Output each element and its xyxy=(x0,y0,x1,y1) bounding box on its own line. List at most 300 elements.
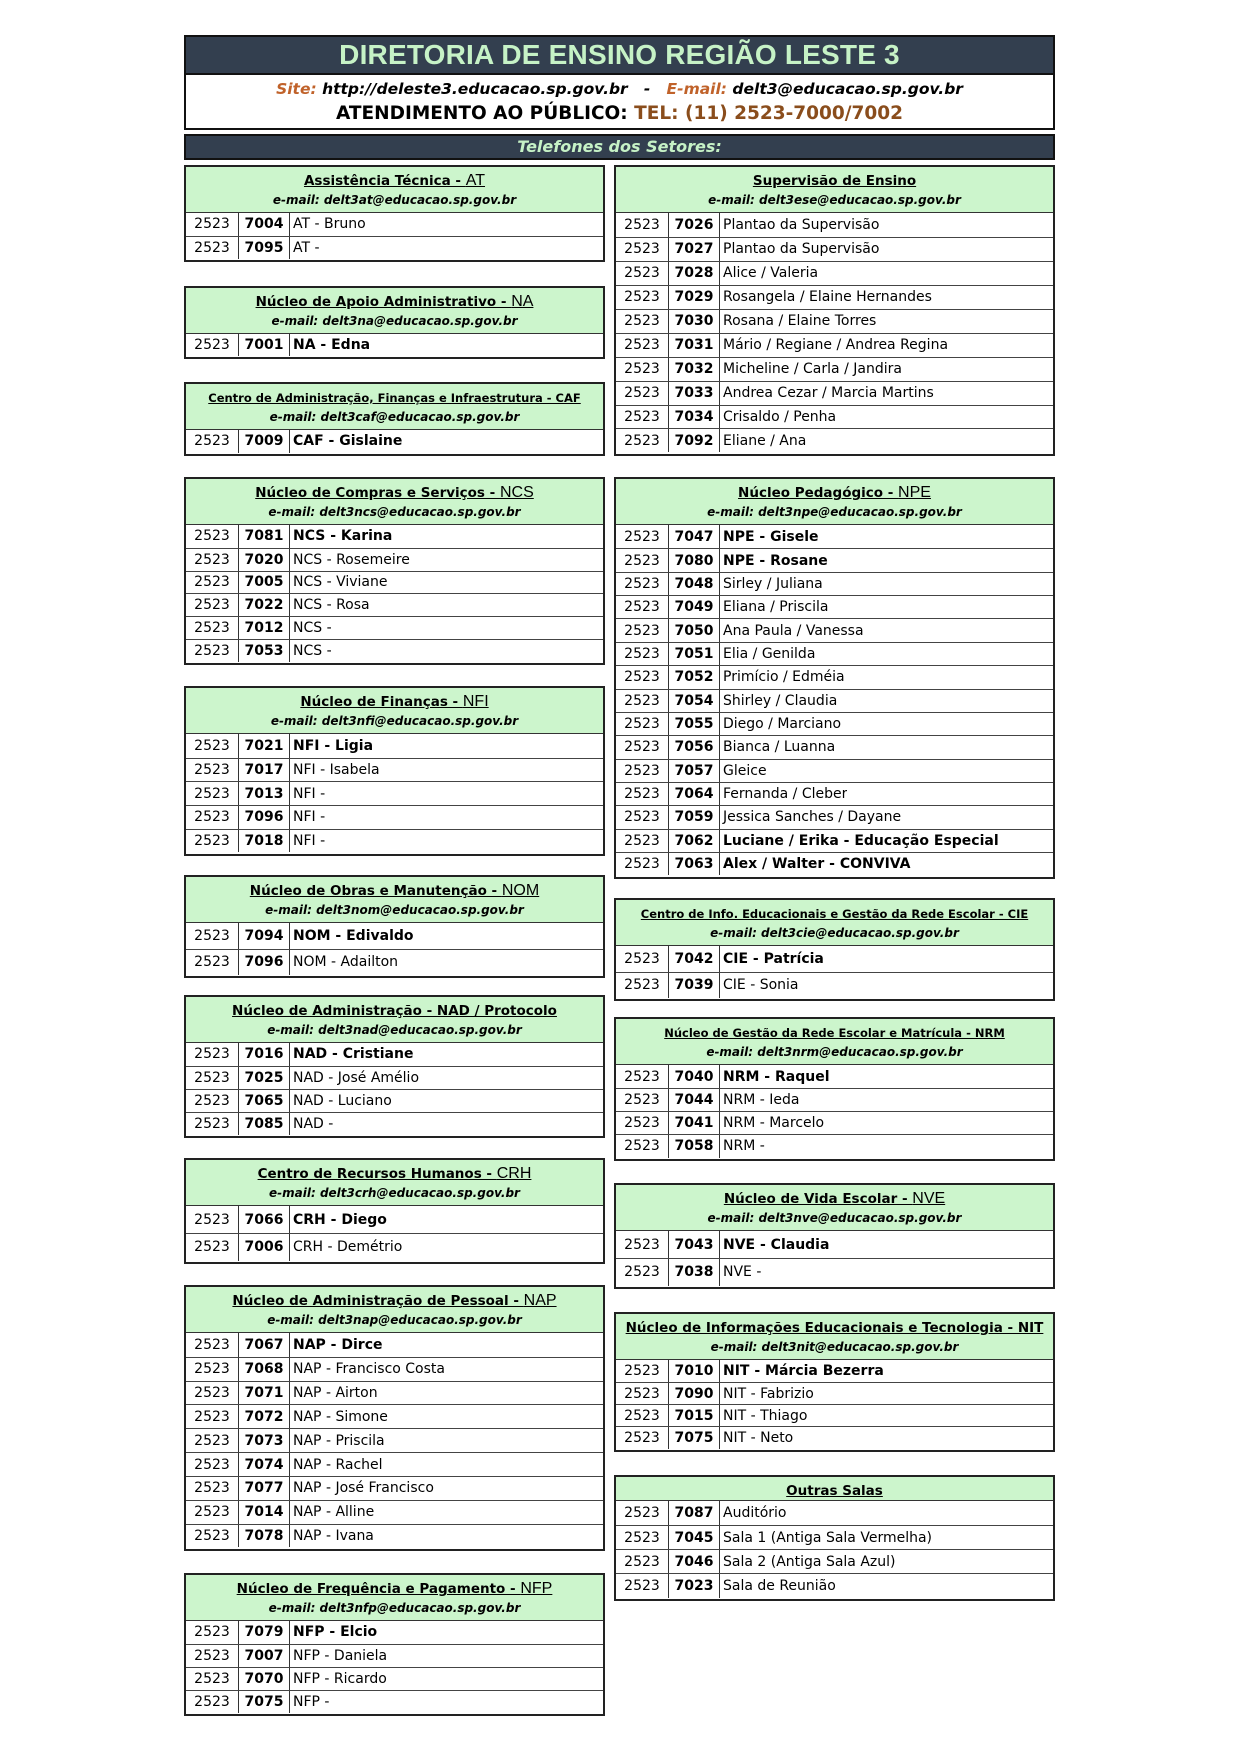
phone-extension: 7079 xyxy=(239,1621,290,1644)
phone-extension: 7066 xyxy=(239,1206,290,1233)
section-email[interactable]: e-mail: delt3ese@educacao.sp.gov.br xyxy=(708,193,961,207)
table-body xyxy=(186,430,603,453)
section-code: NAP xyxy=(523,1292,557,1309)
contact-name: CIE - Sonia xyxy=(723,977,799,994)
table-body xyxy=(616,1360,1053,1449)
table-row xyxy=(186,829,603,853)
table-body xyxy=(616,1501,1053,1598)
phone-prefix: 2523 xyxy=(186,594,239,616)
sectors-title: Telefones dos Setores: xyxy=(184,134,1055,160)
phone-prefix: 2523 xyxy=(616,1259,669,1285)
table-row xyxy=(616,525,1053,548)
phone-prefix: 2523 xyxy=(186,1113,239,1135)
contact-name: Crisaldo / Penha xyxy=(723,408,837,425)
table-row xyxy=(186,1381,603,1405)
phone-prefix: 2523 xyxy=(616,783,669,805)
contact-name: NFP - xyxy=(293,1693,330,1710)
contact-name: Elia / Genilda xyxy=(723,645,816,662)
table-row xyxy=(616,805,1053,828)
phone-extension: 7006 xyxy=(239,1234,290,1260)
section-code: NOM xyxy=(501,882,540,899)
phone-prefix: 2523 xyxy=(616,853,669,875)
table-nom xyxy=(184,875,605,978)
table-row xyxy=(616,1065,1053,1088)
contact-name: NRM - Ieda xyxy=(723,1092,800,1109)
section-name: Núcleo de Gestão da Rede Escolar e Matrícula - NRM xyxy=(664,1026,1005,1040)
section-title xyxy=(186,877,603,901)
contact-name: Rosana / Elaine Torres xyxy=(723,313,877,330)
contact-name: NAP - Priscila xyxy=(293,1432,385,1449)
contact-name: NFI - xyxy=(293,809,326,826)
phone-prefix: 2523 xyxy=(186,1043,239,1066)
table-header xyxy=(616,479,1053,525)
phone-prefix: 2523 xyxy=(616,666,669,688)
section-title xyxy=(186,1287,603,1311)
phone-extension: 7052 xyxy=(669,666,720,688)
table-row xyxy=(616,595,1053,618)
phone-extension: 7033 xyxy=(669,382,720,405)
table-row xyxy=(616,428,1053,452)
phone-extension: 7017 xyxy=(239,759,290,782)
contact-name: NAP - Alline xyxy=(293,1504,375,1521)
phone-prefix: 2523 xyxy=(616,1135,669,1157)
section-email[interactable]: e-mail: delt3nap@educacao.sp.gov.br xyxy=(267,1313,522,1327)
phone-prefix: 2523 xyxy=(616,1405,669,1426)
email-label: E-mail: xyxy=(666,80,728,98)
table-row xyxy=(616,782,1053,805)
table-body xyxy=(616,1231,1053,1286)
phone-prefix: 2523 xyxy=(616,1089,669,1111)
table-row xyxy=(616,237,1053,261)
table-row xyxy=(616,1231,1053,1258)
section-name: Núcleo Pedagógico - xyxy=(738,485,899,501)
contact-name: NVE - Claudia xyxy=(723,1236,830,1253)
phone-prefix: 2523 xyxy=(186,1206,239,1233)
table-header xyxy=(186,1287,603,1333)
table-row xyxy=(186,1357,603,1381)
contact-name: NCS - Karina xyxy=(293,528,393,545)
phone-extension: 7065 xyxy=(239,1090,290,1112)
phone-prefix: 2523 xyxy=(616,760,669,782)
phone-prefix: 2523 xyxy=(616,382,669,405)
phone-prefix: 2523 xyxy=(186,1668,239,1690)
phone-prefix: 2523 xyxy=(186,1645,239,1667)
table-row xyxy=(186,571,603,594)
phone-extension: 7057 xyxy=(669,760,720,782)
phone-extension: 7021 xyxy=(239,734,290,758)
contact-name: NFI - xyxy=(293,833,326,850)
section-name: Outras Salas xyxy=(786,1483,883,1499)
public-label: ATENDIMENTO AO PÚBLICO: xyxy=(335,103,628,124)
table-row xyxy=(616,1088,1053,1111)
table-cie xyxy=(614,898,1055,1001)
table-row xyxy=(186,1667,603,1690)
section-email[interactable]: e-mail: delt3nve@educacao.sp.gov.br xyxy=(707,1211,962,1225)
table-row xyxy=(616,946,1053,972)
table-row xyxy=(616,1111,1053,1134)
table-row xyxy=(616,712,1053,735)
table-row xyxy=(186,1524,603,1548)
table-nve xyxy=(614,1183,1055,1289)
section-email[interactable]: e-mail: delt3crh@educacao.sp.gov.br xyxy=(269,1186,520,1200)
table-row xyxy=(616,1549,1053,1573)
phone-extension: 7073 xyxy=(239,1429,290,1452)
contact-name: NRM - Marcelo xyxy=(723,1115,825,1132)
contact-name: NFP - Ricardo xyxy=(293,1670,387,1687)
table-row xyxy=(616,852,1053,875)
table-header xyxy=(186,288,603,334)
section-name: Assistência Técnica - xyxy=(303,173,466,189)
phone-extension: 7049 xyxy=(669,596,720,618)
phone-extension: 7034 xyxy=(669,406,720,429)
table-body xyxy=(186,213,603,259)
phone-extension: 7059 xyxy=(669,806,720,828)
table-row xyxy=(616,285,1053,309)
section-code: NA xyxy=(511,293,534,310)
table-body xyxy=(616,946,1053,998)
phone-prefix: 2523 xyxy=(186,1621,239,1644)
phone-extension: 7095 xyxy=(239,237,290,259)
contact-name: NVE - xyxy=(723,1264,762,1281)
table-header xyxy=(186,1160,603,1206)
table-body xyxy=(186,923,603,975)
section-email[interactable]: e-mail: delt3nfp@educacao.sp.gov.br xyxy=(268,1601,521,1615)
contact-name: Primício / Edméia xyxy=(723,669,845,686)
table-header xyxy=(186,167,603,213)
phone-extension: 7038 xyxy=(669,1259,720,1285)
phone-prefix: 2523 xyxy=(616,1427,669,1448)
phone-prefix: 2523 xyxy=(186,1525,239,1548)
phone-extension: 7056 xyxy=(669,736,720,758)
phone-prefix: 2523 xyxy=(186,334,239,356)
phone-prefix: 2523 xyxy=(186,1429,239,1452)
table-body xyxy=(616,1065,1053,1158)
contact-name: NAP - Dirce xyxy=(293,1336,383,1353)
phone-prefix: 2523 xyxy=(616,1360,669,1382)
phone-prefix: 2523 xyxy=(616,1574,669,1597)
phone-prefix: 2523 xyxy=(186,1453,239,1476)
phone-prefix: 2523 xyxy=(616,334,669,357)
section-title xyxy=(616,167,1053,191)
contact-name: NIT - Thiago xyxy=(723,1407,808,1424)
table-row xyxy=(616,381,1053,405)
section-email[interactable]: e-mail: delt3npe@educacao.sp.gov.br xyxy=(707,505,962,519)
contact-name: NFP - Daniela xyxy=(293,1647,388,1664)
section-title xyxy=(616,479,1053,503)
phone-prefix: 2523 xyxy=(616,1112,669,1134)
phone-extension: 7012 xyxy=(239,617,290,639)
section-name: Núcleo de Administração de Pessoal - xyxy=(232,1293,524,1309)
section-code: CRH xyxy=(496,1165,532,1182)
section-code: NFP xyxy=(520,1580,553,1597)
table-header xyxy=(616,167,1053,213)
section-name: Núcleo de Administração - NAD / Protocolo xyxy=(232,1003,557,1019)
contact-name: Gleice xyxy=(723,762,767,779)
contact-name: NCS - xyxy=(293,642,332,659)
phone-extension: 7027 xyxy=(669,238,720,261)
phone-extension: 7075 xyxy=(669,1427,720,1448)
section-email[interactable]: e-mail: delt3at@educacao.sp.gov.br xyxy=(272,193,517,207)
phone-prefix: 2523 xyxy=(186,806,239,829)
phone-prefix: 2523 xyxy=(616,358,669,381)
table-row xyxy=(616,1501,1053,1525)
table-body xyxy=(186,734,603,852)
table-row xyxy=(616,572,1053,595)
contact-name: NFI - xyxy=(293,785,326,802)
phone-extension: 7096 xyxy=(239,950,290,975)
table-row xyxy=(616,1258,1053,1285)
phone-extension: 7015 xyxy=(669,1405,720,1426)
phone-prefix: 2523 xyxy=(186,640,239,662)
phone-prefix: 2523 xyxy=(186,950,239,975)
phone-extension: 7022 xyxy=(239,594,290,616)
table-row xyxy=(186,758,603,782)
table-header xyxy=(616,900,1053,946)
phone-extension: 7077 xyxy=(239,1477,290,1500)
separator: - xyxy=(643,80,651,98)
phone-prefix: 2523 xyxy=(186,549,239,571)
contact-name: NAP - Airton xyxy=(293,1385,378,1402)
phone-extension: 7054 xyxy=(669,690,720,712)
contact-name: NFI - Ligia xyxy=(293,737,374,754)
section-title xyxy=(186,1575,603,1599)
phone-prefix: 2523 xyxy=(616,525,669,548)
contact-name: NA - Edna xyxy=(293,336,371,353)
phone-extension: 7074 xyxy=(239,1453,290,1476)
section-email[interactable]: e-mail: delt3nit@educacao.sp.gov.br xyxy=(710,1340,959,1354)
contact-name: NIT - Fabrizio xyxy=(723,1385,814,1402)
section-email[interactable]: e-mail: delt3nrm@educacao.sp.gov.br xyxy=(706,1045,963,1059)
table-row xyxy=(186,1644,603,1667)
contact-name: Micheline / Carla / Jandira xyxy=(723,361,902,378)
phone-extension: 7092 xyxy=(669,429,720,452)
table-header xyxy=(616,1477,1053,1501)
phone-extension: 7068 xyxy=(239,1358,290,1381)
table-row xyxy=(186,236,603,259)
table-row xyxy=(616,759,1053,782)
phone-prefix: 2523 xyxy=(616,736,669,758)
phone-prefix: 2523 xyxy=(186,525,239,548)
table-ncs xyxy=(184,477,605,665)
section-email[interactable]: e-mail: delt3na@educacao.sp.gov.br xyxy=(271,314,518,328)
table-nad xyxy=(184,995,605,1138)
table-body xyxy=(616,525,1053,875)
table-row xyxy=(616,618,1053,641)
table-npe xyxy=(614,477,1055,879)
table-row xyxy=(186,1206,603,1233)
phone-extension: 7041 xyxy=(669,1112,720,1134)
phone-prefix: 2523 xyxy=(186,759,239,782)
phone-prefix: 2523 xyxy=(186,1067,239,1089)
table-header xyxy=(186,1575,603,1621)
table-row xyxy=(616,1360,1053,1382)
contact-name: CIE - Patrícia xyxy=(723,950,824,967)
section-email[interactable]: e-mail: delt3caf@educacao.sp.gov.br xyxy=(269,410,520,424)
phone-extension: 7063 xyxy=(669,853,720,875)
contact-name: Luciane / Erika - Educação Especial xyxy=(723,832,999,849)
main-email[interactable]: delt3@educacao.sp.gov.br xyxy=(732,80,963,98)
table-body xyxy=(186,334,603,356)
phone-prefix: 2523 xyxy=(186,1405,239,1428)
contact-name: Fernanda / Cleber xyxy=(723,786,848,803)
table-row xyxy=(186,593,603,616)
section-code: NFI xyxy=(462,693,489,710)
table-row xyxy=(186,213,603,236)
phone-extension: 7081 xyxy=(239,525,290,548)
contact-name: Jessica Sanches / Dayane xyxy=(723,809,902,826)
contact-name: NRM - Raquel xyxy=(723,1068,830,1085)
section-title xyxy=(616,900,1053,924)
phone-prefix: 2523 xyxy=(186,430,239,453)
table-row xyxy=(186,1066,603,1089)
section-email[interactable]: e-mail: delt3ncs@educacao.sp.gov.br xyxy=(268,505,521,519)
table-body xyxy=(186,1206,603,1261)
section-name: Centro de Info. Educacionais e Gestão da Rede Escolar - CIE xyxy=(640,907,1029,921)
phone-prefix: 2523 xyxy=(616,973,669,998)
phone-extension: 7067 xyxy=(239,1333,290,1357)
table-row xyxy=(616,642,1053,665)
table-row xyxy=(186,1089,603,1112)
table-row xyxy=(186,923,603,949)
phone-prefix: 2523 xyxy=(616,549,669,571)
phone-extension: 7025 xyxy=(239,1067,290,1089)
contact-name: Sirley / Juliana xyxy=(723,575,823,592)
site-label: Site: xyxy=(276,80,317,98)
table-row xyxy=(186,1233,603,1260)
phone-extension: 7053 xyxy=(239,640,290,662)
phone-prefix: 2523 xyxy=(186,1090,239,1112)
table-header xyxy=(616,1314,1053,1360)
section-title xyxy=(616,1185,1053,1209)
section-code: NVE xyxy=(912,1190,946,1207)
phone-extension: 7078 xyxy=(239,1525,290,1548)
contact-name: NAP - Francisco Costa xyxy=(293,1361,445,1378)
table-row xyxy=(616,548,1053,571)
section-name: Núcleo de Obras e Manutenção - xyxy=(249,883,502,899)
table-row xyxy=(186,1428,603,1452)
contact-name: Sala 2 (Antiga Sala Azul) xyxy=(723,1553,896,1570)
table-row xyxy=(186,334,603,356)
table-row xyxy=(616,972,1053,998)
section-code: NCS xyxy=(499,484,534,501)
phone-prefix: 2523 xyxy=(186,923,239,949)
table-row xyxy=(186,1690,603,1713)
contact-name: NAD - Cristiane xyxy=(293,1046,414,1063)
contact-name: NAD - xyxy=(293,1115,334,1132)
section-title xyxy=(616,1019,1053,1043)
contact-name: Sala 1 (Antiga Sala Vermelha) xyxy=(723,1529,933,1546)
table-row xyxy=(186,734,603,758)
phone-extension: 7080 xyxy=(669,549,720,571)
table-row xyxy=(186,1476,603,1500)
phone-prefix: 2523 xyxy=(616,1383,669,1404)
phone-extension: 7062 xyxy=(669,830,720,852)
header-box xyxy=(184,35,1055,130)
contact-name: CRH - Diego xyxy=(293,1211,387,1228)
table-row xyxy=(616,1573,1053,1597)
contact-name: Mário / Regiane / Andrea Regina xyxy=(723,337,949,354)
contact-name: NIT - Márcia Bezerra xyxy=(723,1363,884,1380)
phone-extension: 7075 xyxy=(239,1691,290,1713)
contact-name: NCS - Rosemeire xyxy=(293,551,410,568)
table-row xyxy=(616,689,1053,712)
phone-prefix: 2523 xyxy=(616,262,669,285)
phone-extension: 7045 xyxy=(669,1526,720,1549)
phone-prefix: 2523 xyxy=(616,1550,669,1573)
section-name: Núcleo de Apoio Administrativo - xyxy=(255,294,512,310)
table-row xyxy=(186,430,603,453)
phone-extension: 7047 xyxy=(669,525,720,548)
phone-prefix: 2523 xyxy=(616,1065,669,1088)
phone-prefix: 2523 xyxy=(186,1691,239,1713)
table-row xyxy=(186,1500,603,1524)
phone-prefix: 2523 xyxy=(186,617,239,639)
table-nfp xyxy=(184,1573,605,1716)
table-row xyxy=(616,405,1053,429)
table-header xyxy=(616,1019,1053,1065)
contact-name: NAD - José Amélio xyxy=(293,1069,420,1086)
section-email[interactable]: e-mail: delt3nfi@educacao.sp.gov.br xyxy=(270,714,519,728)
contact-name: NPE - Rosane xyxy=(723,552,828,569)
table-row xyxy=(186,1043,603,1066)
public-phone: TEL: (11) 2523-7000/7002 xyxy=(634,103,904,124)
table-body xyxy=(616,213,1053,452)
table-row xyxy=(616,261,1053,285)
section-email[interactable]: e-mail: delt3nad@educacao.sp.gov.br xyxy=(267,1023,522,1037)
phone-prefix: 2523 xyxy=(616,310,669,333)
contact-name: NAD - Luciano xyxy=(293,1092,392,1109)
contact-name: Rosangela / Elaine Hernandes xyxy=(723,289,932,306)
contact-name: Eliana / Priscila xyxy=(723,599,829,616)
contact-name: Plantao da Supervisão xyxy=(723,216,880,233)
phone-extension: 7009 xyxy=(239,430,290,453)
phone-prefix: 2523 xyxy=(186,572,239,594)
phone-extension: 7051 xyxy=(669,643,720,665)
phone-prefix: 2523 xyxy=(616,690,669,712)
table-row xyxy=(616,309,1053,333)
phone-extension: 7070 xyxy=(239,1668,290,1690)
table-row xyxy=(186,1621,603,1644)
table-body xyxy=(186,1621,603,1713)
contact-name: NCS - xyxy=(293,619,332,636)
section-name: Núcleo de Compras e Serviços - xyxy=(255,485,500,501)
contact-name: NAP - Rachel xyxy=(293,1456,383,1473)
table-row xyxy=(616,333,1053,357)
phone-extension: 7050 xyxy=(669,619,720,641)
contact-name: NAP - Ivana xyxy=(293,1528,374,1545)
table-header xyxy=(186,997,603,1043)
table-nap xyxy=(184,1285,605,1551)
phone-extension: 7013 xyxy=(239,782,290,805)
table-row xyxy=(186,548,603,571)
phone-extension: 7016 xyxy=(239,1043,290,1066)
table-row xyxy=(616,1382,1053,1404)
section-title xyxy=(186,688,603,712)
contact-name: AT - xyxy=(293,239,320,256)
phone-extension: 7014 xyxy=(239,1501,290,1524)
section-email[interactable]: e-mail: delt3nom@educacao.sp.gov.br xyxy=(265,903,524,917)
phone-prefix: 2523 xyxy=(616,596,669,618)
phone-prefix: 2523 xyxy=(186,213,239,236)
phone-extension: 7026 xyxy=(669,213,720,237)
phone-extension: 7072 xyxy=(239,1405,290,1428)
phone-prefix: 2523 xyxy=(186,1333,239,1357)
section-email[interactable]: e-mail: delt3cie@educacao.sp.gov.br xyxy=(710,926,959,940)
section-title xyxy=(186,384,603,408)
phone-prefix: 2523 xyxy=(186,1477,239,1500)
contact-name: Plantao da Supervisão xyxy=(723,241,880,258)
site-url[interactable]: http://deleste3.educacao.sp.gov.br xyxy=(322,80,628,98)
